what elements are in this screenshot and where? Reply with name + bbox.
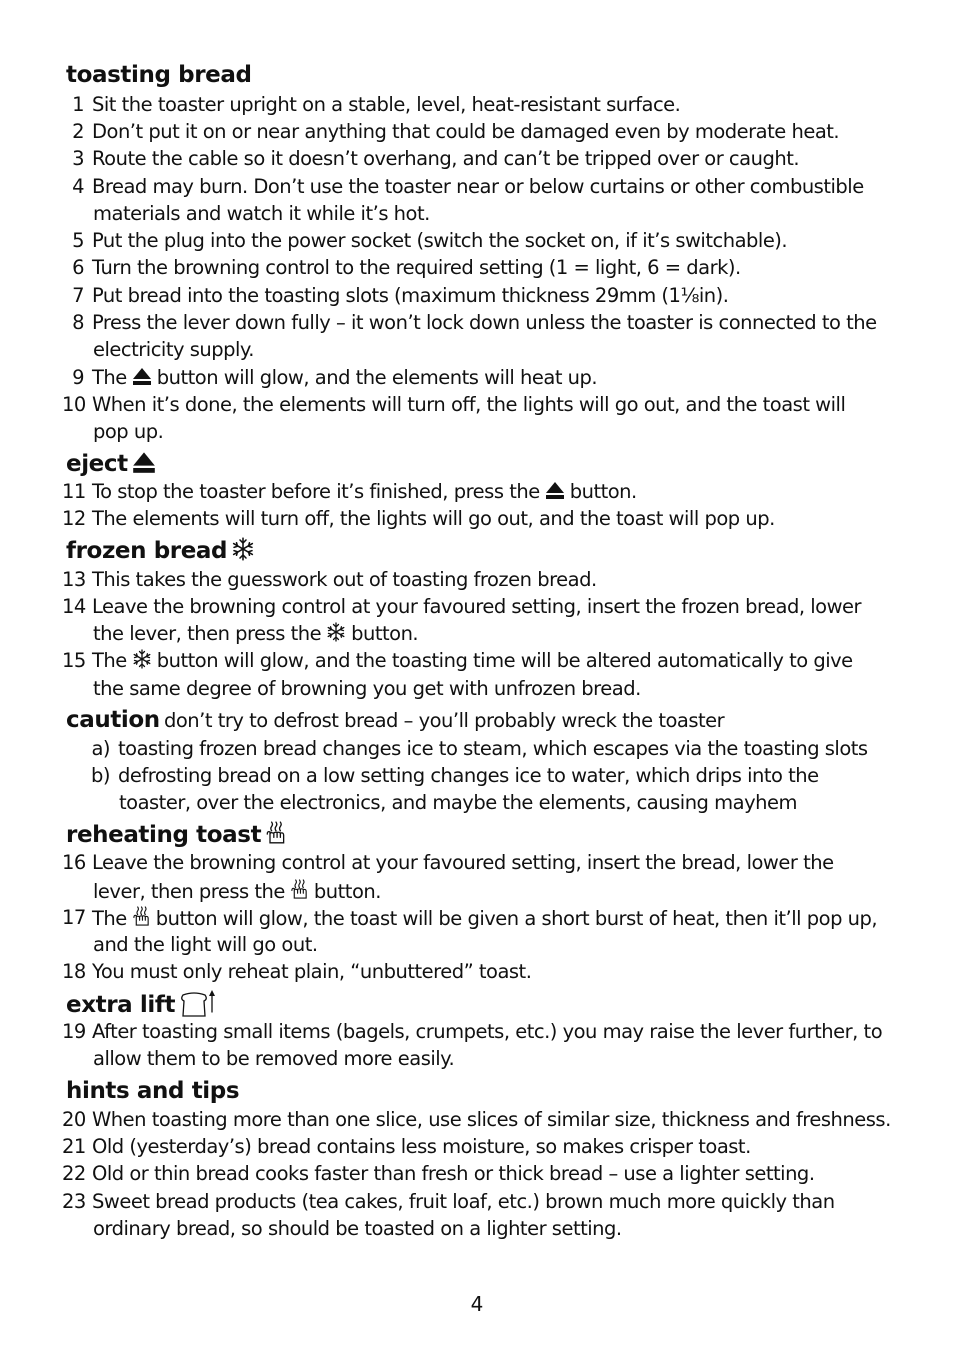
item-text: Put the plug into the power socket (switch the socket on, if it’s switchable). <box>92 229 788 252</box>
item-number: 19 <box>62 1020 86 1043</box>
caution-label: caution <box>66 707 160 733</box>
item-text: Old (yesterday’s) bread contains less moisture, so makes crisper toast. <box>92 1135 751 1158</box>
item-text: The button will glow, and the toasting time will be altered automatically to give <box>92 649 853 672</box>
item-number: 4 <box>72 175 84 198</box>
item-number: 20 <box>62 1108 86 1131</box>
section-heading-hints: hints and tips <box>66 1078 240 1104</box>
caution-text: don’t try to defrost bread – you’ll probably wreck the toaster <box>164 709 725 732</box>
item-text: Press the lever down fully – it won’t lock down unless the toaster is connected to the <box>92 311 877 334</box>
snowflake-icon <box>132 649 152 669</box>
item-text: Don’t put it on or near anything that could be damaged even by moderate heat. <box>92 120 840 143</box>
section-heading-reheat: reheating toast <box>66 821 287 849</box>
item-number: 7 <box>72 284 84 307</box>
item-text: Sweet bread products (tea cakes, fruit loaf, etc.) brown much more quickly than <box>92 1190 835 1213</box>
item-text-continued: materials and watch it while it’s hot. <box>93 202 430 225</box>
item-number: 5 <box>72 229 84 252</box>
item-text: Old or thin bread cooks faster than fresh or thick bread – use a lighter setting. <box>92 1162 815 1185</box>
item-text: When it’s done, the elements will turn off, the lights will go out, and the toast will <box>92 393 846 416</box>
item-text-continued: ordinary bread, so should be toasted on a lighter setting. <box>93 1217 622 1240</box>
item-text-continued: electricity supply. <box>93 338 254 361</box>
item-text-continued: allow them to be removed more easily. <box>93 1047 455 1070</box>
item-number: 15 <box>62 649 86 672</box>
item-text: Turn the browning control to the required setting (1 = light, 6 = dark). <box>92 256 741 279</box>
snowflake-icon <box>231 537 255 561</box>
item-number: 16 <box>62 851 86 874</box>
item-text-continued: the same degree of browning you get with unfrozen bread. <box>93 677 641 700</box>
item-number: 12 <box>62 507 86 530</box>
item-number: 9 <box>72 366 84 389</box>
item-text: Leave the browning control at your favoured setting, insert the frozen bread, lower <box>92 595 862 618</box>
item-text: Bread may burn. Don’t use the toaster near or below curtains or other combustible <box>92 175 864 198</box>
item-text-continued: lever, then press the button. <box>93 880 381 903</box>
item-text-continued: toaster, over the electronics, and maybe the elements, causing mayhem <box>119 791 797 814</box>
section-heading-lift: extra lift <box>66 990 217 1019</box>
item-text: The elements will turn off, the lights will go out, and the toast will pop up. <box>92 507 775 530</box>
item-text: Route the cable so it doesn’t overhang, and can’t be tripped over or caught. <box>92 147 800 170</box>
item-number: 14 <box>62 595 86 618</box>
item-number: 1 <box>72 93 84 116</box>
item-text: To stop the toaster before it’s finished, press the button. <box>92 480 637 503</box>
item-label: b) <box>91 764 110 787</box>
item-text: defrosting bread on a low setting changes ice to water, which drips into the <box>118 764 819 787</box>
item-text: Leave the browning control at your favoured setting, insert the bread, lower the <box>92 851 834 874</box>
hand-heat-icon <box>290 879 309 900</box>
item-number: 23 <box>62 1190 86 1213</box>
snowflake-icon <box>326 622 346 642</box>
item-text-continued: and the light will go out. <box>93 933 318 956</box>
item-number: 13 <box>62 568 86 591</box>
page-number: 4 <box>470 1292 484 1316</box>
item-text: The button will glow, and the elements will heat up. <box>92 366 598 389</box>
item-text: Sit the toaster upright on a stable, level, heat-resistant surface. <box>92 93 681 116</box>
item-number: 22 <box>62 1162 86 1185</box>
eject-icon <box>132 366 152 386</box>
item-label: a) <box>91 737 110 760</box>
item-text: After toasting small items (bagels, crumpets, etc.) you may raise the lever further, to <box>92 1020 883 1043</box>
item-text-continued: pop up. <box>93 420 164 443</box>
section-heading-toasting: toasting bread <box>66 62 252 88</box>
section-heading-eject: eject <box>66 450 156 478</box>
hand-heat-icon <box>265 821 287 845</box>
item-number: 17 <box>62 906 86 929</box>
item-number: 10 <box>62 393 86 416</box>
item-text: When toasting more than one slice, use slices of similar size, thickness and freshness. <box>92 1108 891 1131</box>
item-number: 6 <box>72 256 84 279</box>
lift-arrow-icon <box>179 990 217 1018</box>
item-number: 21 <box>62 1135 86 1158</box>
section-heading-frozen: frozen bread <box>66 537 255 565</box>
item-number: 3 <box>72 147 84 170</box>
item-text-continued: the lever, then press the button. <box>93 622 419 645</box>
item-text: Put bread into the toasting slots (maximum thickness 29mm (1⅛in). <box>92 284 729 307</box>
item-number: 2 <box>72 120 84 143</box>
item-text: toasting frozen bread changes ice to steam, which escapes via the toasting slots <box>118 737 868 760</box>
item-text: The button will glow, the toast will be given a short burst of heat, then it’ll pop up, <box>92 907 878 930</box>
item-text: You must only reheat plain, “unbuttered” toast. <box>92 960 532 983</box>
item-number: 11 <box>62 480 86 503</box>
hand-heat-icon <box>132 906 151 927</box>
item-number: 18 <box>62 960 86 983</box>
eject-icon <box>545 480 565 500</box>
eject-icon <box>132 450 156 474</box>
item-text: This takes the guesswork out of toasting frozen bread. <box>92 568 597 591</box>
item-number: 8 <box>72 311 84 334</box>
